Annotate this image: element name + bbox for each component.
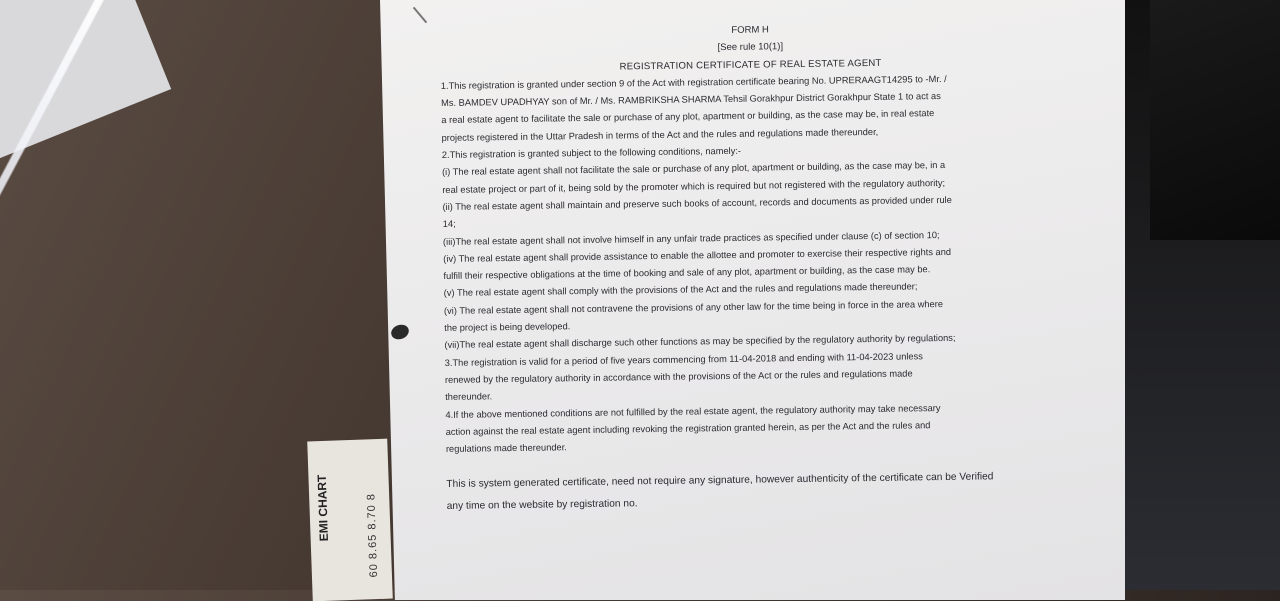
- emi-chart-title: EMI CHART: [314, 474, 332, 542]
- body-line: (iv) The real estate agent shall provide assistance to enable the allottee and promoter to exercise their respective rights and: [443, 246, 952, 264]
- body-line: (vi) The real estate agent shall not contravene the provisions of any other law for the time being in force in the area where: [443, 298, 944, 316]
- body-line: (ii) The real estate agent shall maintain and preserve such books of account, records and documents as provided under rule: [442, 194, 952, 212]
- body-line: 3.The registration is valid for a period of five years commencing from 11-04-2018 and ending with 11-04-2023 unless: [444, 350, 923, 368]
- body-line: real estate project or part of it, being sold by the promoter which is required but not registered with the regulatory authority;: [442, 177, 946, 195]
- body-line: fulfill their respective obligations at the time of booking and sale of any plot, apartment or building, as the case may be.: [443, 264, 931, 282]
- footer-line-1: This is system generated certificate, need not require any signature, however authenticity of the certificate can be Verified: [446, 471, 994, 491]
- body-line: projects registered in the Uttar Pradesh in terms of the Act and the rules and regulations made thereunder,: [441, 126, 879, 143]
- body-line: thereunder.: [445, 391, 493, 403]
- body-line: renewed by the regulatory authority in accordance with the provisions of the Act or the rules and regulations made: [444, 368, 913, 385]
- body-line: 4.If the above mentioned conditions are not fulfilled by the real estate agent, the regulatory authority may take necessary: [445, 402, 941, 420]
- body-line: the project is being developed.: [444, 321, 571, 334]
- body-line: a real estate agent to facilitate the sale or purchase of any plot, apartment or building, as the case may be, in real estate: [441, 108, 935, 126]
- dark-object: [1150, 0, 1280, 240]
- certificate-body: [441, 69, 1066, 458]
- body-line: (vii)The real estate agent shall discharge such other functions as may be specified by the regulatory authority by regulations;: [444, 333, 956, 351]
- body-line: 14;: [442, 219, 456, 230]
- body-line: action against the real estate agent including revoking the registration granted herein, as per the Act and the rules and: [445, 420, 931, 437]
- form-title: FORM H: [731, 24, 769, 36]
- form-heading: REGISTRATION CERTIFICATE OF REAL ESTATE AGENT: [619, 57, 882, 73]
- body-line: 1.This registration is granted under section 9 of the Act with registration certificate bearing No. UPRERAAGT14295 to -Mr. /: [440, 73, 947, 91]
- emi-chart-values: 60 8.65 8.70 8: [365, 492, 381, 578]
- certificate-footer: [446, 466, 1067, 519]
- form-rule: [See rule 10(1)]: [717, 41, 784, 54]
- body-line: regulations made thereunder.: [445, 442, 567, 455]
- body-line: (i) The real estate agent shall not facilitate the sale or purchase of any plot, apartment or building, as the case may be, in a: [441, 160, 946, 178]
- emi-chart-card: [307, 439, 393, 601]
- body-line: (iii)The real estate agent shall not involve himself in any unfair trade practices as specified under clause (c) of section 10;: [442, 229, 940, 247]
- body-line: 2.This registration is granted subject to the following conditions, namely:-: [441, 145, 742, 161]
- body-line: Ms. BAMDEV UPADHYAY son of Mr. / Ms. RAMBRIKSHA SHARMA Tehsil Gorakhpur District Gorakhpur State 1 to act as: [441, 91, 941, 109]
- footer-line-2: any time on the website by registration no.: [446, 498, 638, 513]
- body-line: (v) The real estate agent shall comply with the provisions of the Act and the rules and regulations made thereunder;: [443, 281, 918, 299]
- certificate-text: [440, 17, 1067, 518]
